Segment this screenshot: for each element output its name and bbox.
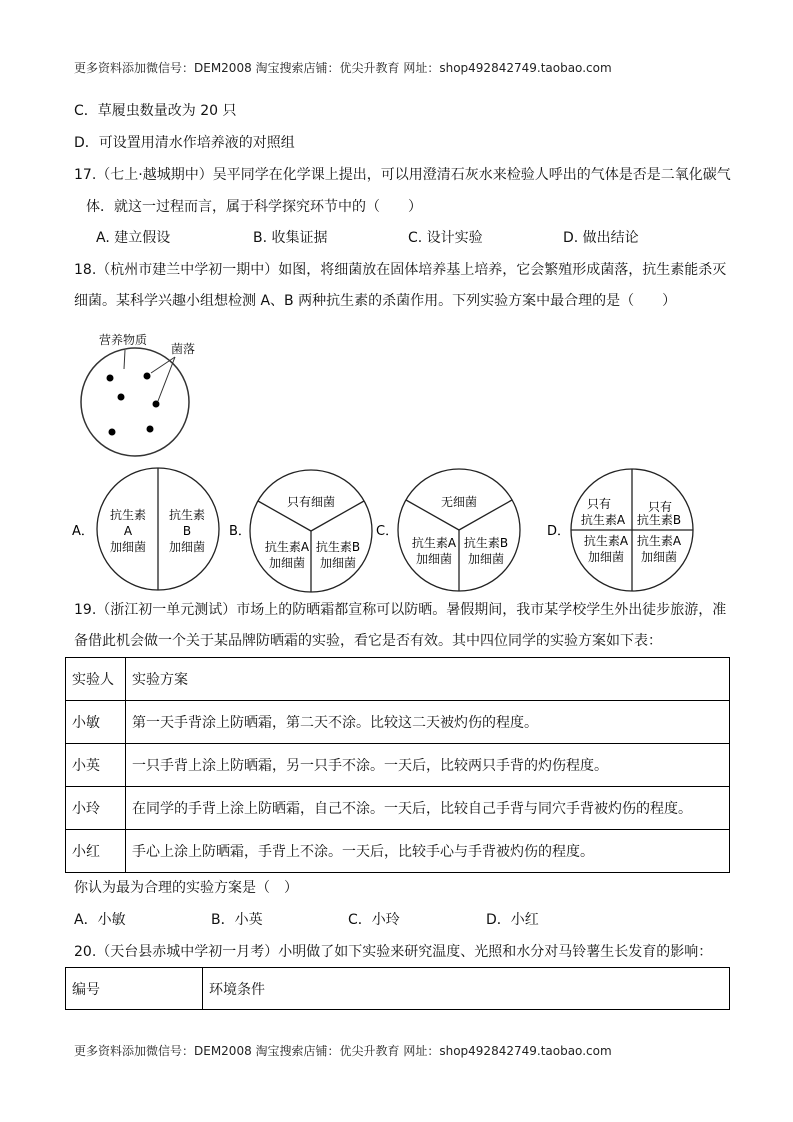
q16-option-d: D．可设置用清水作培养液的对照组 [74, 135, 295, 151]
svg-text:A: A [123, 524, 133, 538]
table-row [66, 787, 730, 830]
table-row [66, 744, 730, 787]
svg-text:只有: 只有 [586, 497, 612, 511]
table-header-row [66, 968, 730, 1010]
q20-table [65, 967, 730, 1010]
table-cell: 一只手背上涂上防晒霜，另一只手不涂。一天后，比较两只手背的灼伤程度。 [126, 744, 730, 787]
page-header: 更多资料添加微信号：DEM2008 淘宝搜索店铺：优尖升教育 网址：shop492842749.taobao.com [74, 61, 612, 75]
q17-option-a: A. 建立假设 [96, 230, 171, 246]
table-cell: 手心上涂上防晒霜，手背上不涂。一天后，比较手心与手背被灼伤的程度。 [126, 830, 730, 873]
q17-stem-line2: 体．就这一过程而言，属于科学探究环节中的（ ） [86, 199, 422, 215]
q18-option-b-letter: B． [229, 524, 251, 539]
q17-option-b: B. 收集证据 [253, 230, 328, 246]
page-footer: 更多资料添加微信号：DEM2008 淘宝搜索店铺：优尖升教育 网址：shop492842749.taobao.com [74, 1044, 612, 1058]
svg-text:加细菌: 加细菌 [640, 550, 678, 564]
q18-stem-line1: 18.（杭州市建兰中学初一期中）如图，将细菌放在固体培养基上培养，它会繁殖形成菌落，抗生素能杀灭 [74, 262, 727, 278]
label-colony: 菌落 [171, 342, 196, 356]
label-nutrient: 营养物质 [99, 333, 148, 347]
q19-stem-line2: 备借此机会做一个关于某品牌防晒霜的实验，看它是否有效。其中四位同学的实验方案如下表： [74, 633, 662, 649]
svg-text:无细菌: 无细菌 [440, 495, 478, 509]
q18-stem-line2: 细菌。某科学兴趣小组想检测 A、B 两种抗生素的杀菌作用。下列实验方案中最合理的是（ ） [74, 293, 677, 309]
colony-pointer-2 [158, 357, 175, 401]
q19-option-a: A．小敏 [74, 912, 126, 928]
svg-text:加细菌: 加细菌 [109, 540, 147, 554]
header-cell: 实验人 [66, 658, 126, 701]
nutrient-pointer [124, 350, 125, 369]
q17-option-d: D. 做出结论 [563, 230, 639, 246]
svg-text:抗生素B: 抗生素B [463, 536, 509, 550]
header-cell: 环境条件 [203, 968, 730, 1010]
q20-stem: 20.（天台县赤城中学初一月考）小明做了如下实验来研究温度、光照和水分对马铃薯生长发育的影响： [74, 944, 713, 960]
q18-option-d-letter: D． [547, 524, 571, 539]
colony-dot [153, 401, 160, 408]
table-cell: 小英 [66, 744, 126, 787]
colony-dot [109, 429, 116, 436]
table-header-row [66, 658, 730, 701]
colony-dot [118, 394, 125, 401]
table-cell: 小敏 [66, 701, 126, 744]
svg-text:抗生素A: 抗生素A [580, 513, 626, 527]
q19-stem-line1: 19.（浙江初一单元测试）市场上的防晒霜都宣称可以防晒。暑假期间，我市某学校学生外出徒步旅游，准 [74, 602, 727, 618]
q16-option-c: C．草履虫数量改为 20 只 [74, 103, 237, 119]
dish-option-a [97, 468, 219, 590]
q19-option-d: D．小红 [486, 912, 539, 928]
svg-text:抗生素A: 抗生素A [636, 534, 682, 548]
svg-text:加细菌: 加细菌 [467, 552, 505, 566]
dish-option-c [398, 469, 520, 591]
svg-text:加细菌: 加细菌 [415, 552, 453, 566]
q18-option-c-letter: C． [376, 524, 399, 539]
table-row [66, 701, 730, 744]
table-cell: 小玲 [66, 787, 126, 830]
q19-option-b: B．小英 [211, 912, 263, 928]
dish-option-b [250, 470, 372, 592]
svg-text:加细菌: 加细菌 [319, 556, 357, 570]
svg-text:加细菌: 加细菌 [587, 550, 625, 564]
svg-text:抗生素B: 抗生素B [315, 540, 361, 554]
petri-dish-outline [81, 348, 189, 456]
svg-text:抗生素A: 抗生素A [411, 536, 457, 550]
table-cell: 在同学的手背上涂上防晒霜，自己不涂。一天后，比较自己手背与同穴手背被灼伤的程度。 [126, 787, 730, 830]
svg-text:B: B [182, 524, 192, 538]
table-cell: 第一天手背涂上防晒霜，第二天不涂。比较这二天被灼伤的程度。 [126, 701, 730, 744]
header-cell: 实验方案 [126, 658, 730, 701]
svg-text:加细菌: 加细菌 [268, 556, 306, 570]
svg-text:抗生素B: 抗生素B [636, 513, 682, 527]
svg-text:只有: 只有 [647, 500, 673, 514]
svg-text:抗生素A: 抗生素A [264, 540, 310, 554]
q18-option-a-letter: A． [72, 524, 94, 539]
svg-text:加细菌: 加细菌 [168, 540, 206, 554]
table-cell: 小红 [66, 830, 126, 873]
q19-question: 你认为最为合理的实验方案是（ ） [74, 880, 298, 896]
q19-option-c: C．小玲 [348, 912, 400, 928]
svg-text:抗生素: 抗生素 [109, 508, 147, 522]
colony-dot [144, 373, 151, 380]
svg-text:抗生素: 抗生素 [168, 508, 206, 522]
dish-option-d [571, 469, 693, 591]
table-row [66, 830, 730, 873]
header-cell: 编号 [66, 968, 203, 1010]
q17-option-c: C. 设计实验 [408, 230, 483, 246]
colony-dot [147, 426, 154, 433]
q17-stem-line1: 17.（七上·越城期中）吴平同学在化学课上提出，可以用澄清石灰水来检验人呼出的气体是否是二氧化碳气 [74, 167, 731, 183]
colony-dot [107, 375, 114, 382]
svg-text:抗生素A: 抗生素A [583, 534, 629, 548]
q19-table [65, 657, 730, 873]
svg-text:只有细菌: 只有细菌 [286, 495, 336, 509]
